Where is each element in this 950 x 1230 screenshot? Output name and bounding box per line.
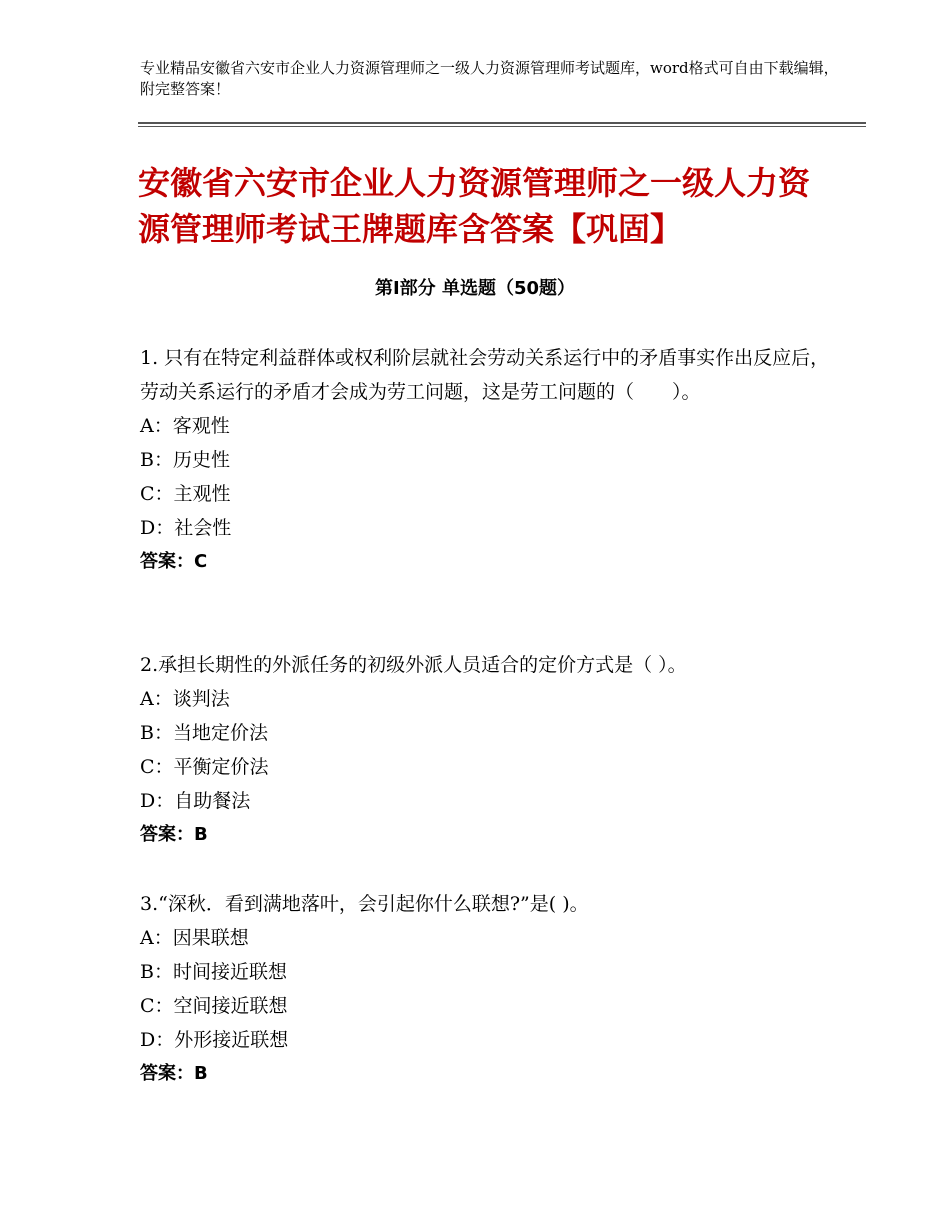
header-rule-thick [138,122,866,124]
question-stem: 3.“深秋．看到满地落叶，会引起你什么联想?”是( )。 [140,893,589,915]
question-3 [140,887,830,1091]
option-b: B：历史性 [140,449,230,471]
document-title: 安徽省六安市企业人力资源管理师之一级人力资源管理师考试王牌题库含答案【巩固】 [138,164,811,248]
option-c: C：主观性 [140,483,231,505]
option-a: A：客观性 [140,415,230,437]
answer: 答案：B [140,1063,208,1084]
option-a: A：谈判法 [140,688,230,710]
section-title: 第Ⅰ部分 单选题（50题） [374,278,575,299]
option-d: D：社会性 [140,517,232,539]
answer: 答案：B [140,824,208,845]
question-stem: 1. 只有在特定利益群体或权利阶层就社会劳动关系运行中的矛盾事实作出反应后，劳动关系运行的矛盾才会成为劳工问题，这是劳工问题的（ ）。 [140,347,830,403]
option-c: C：空间接近联想 [140,995,288,1017]
question-1 [140,341,830,579]
option-a: A：因果联想 [140,927,249,949]
answer: 答案：C [140,551,208,572]
option-d: D：自助餐法 [140,790,251,812]
question-2 [140,648,830,852]
option-c: C：平衡定价法 [140,756,269,778]
header-note: 专业精品安徽省六安市企业人力资源管理师之一级人力资源管理师考试题库，word格式可自由下载编辑，附完整答案！ [140,59,839,98]
question-stem: 2.承担长期性的外派任务的初级外派人员适合的定价方式是（ ）。 [140,654,687,676]
header-rule-thin [138,126,866,127]
option-b: B：当地定价法 [140,722,268,744]
option-d: D：外形接近联想 [140,1029,289,1051]
option-b: B：时间接近联想 [140,961,287,983]
